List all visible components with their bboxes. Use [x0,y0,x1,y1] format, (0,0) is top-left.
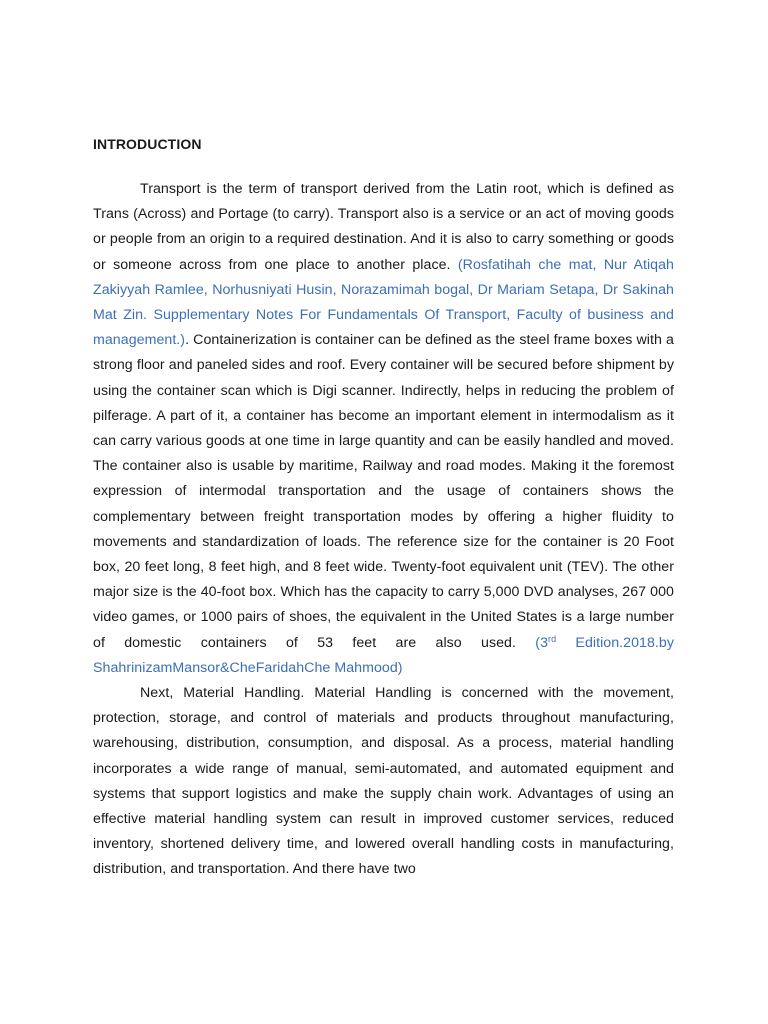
citation-superscript: rd [548,633,557,644]
paragraph-material-handling [93,681,674,883]
paragraph-transport [93,177,674,681]
paragraph-text: Transport is the term of transport derived from the Latin root, which is defined as Trans (Across) and Portage (to carry). Transport also is a service or an act of moving goods or people from an origin to a required destination. And it is also to carry something or goods or someone across from one place to another place. [93,181,674,273]
paragraph-text: . Containerization is container can be defined as the steel frame boxes with a strong floor and paneled sides and roof. Every container will be secured before shipment by using the container scan which is Digi scanner. Indirectly, helps in reducing the problem of pilferage. A part of it, a container has become an important element in intermodalism as it can carry various goods at one time in large quantity and can be easily handled and moved. The container also is usable by maritime, Railway and road modes. Making it the foremost expression of intermodal transportation and the usage of containers shows the complementary between freight transportation modes by offering a higher fluidity to movements and standardization of loads. The reference size for the container is 20 Foot box, 20 feet long, 8 feet high, and 8 feet wide. Twenty-foot equivalent unit (TEV). The other major size is the 40-foot box. Which has the capacity to carry 5,000 DVD analyses, 267 000 video games, or 1000 pairs of shoes, the equivalent in the United States is a large number of domestic containers of 53 feet are also used. [93,332,674,651]
citation-text: Edition.2018.by ShahrinizamMansor&CheFaridahChe Mahmood) [93,634,674,676]
section-heading: INTRODUCTION [93,136,202,152]
citation-supplementary-notes: (Rosfatihah che mat, Nur Atiqah Zakiyyah Ramlee, Norhusniyati Husin, Norazamimah bogal, Dr Mariam Setapa, Dr Sakinah Mat Zin. Supplementary Notes For Fundamentals Of Transport, Faculty of business and management.) [93,256,674,349]
document-page [93,134,674,883]
citation-text: (3 [535,634,549,651]
paragraph-text: Next, Material Handling. Material Handling is concerned with the movement, protection, storage, and control of materials and products throughout manufacturing, warehousing, distribution, consumption, and disposal. As a process, material handling incorporates a wide range of manual, semi-automated, and automated equipment and systems that support logistics and make the supply chain work. Advantages of using an effective material handling system can result in improved customer services, reduced inventory, shortened delivery time, and lowered overall handling costs in manufacturing, distribution, and transportation. And there have two [93,685,674,878]
